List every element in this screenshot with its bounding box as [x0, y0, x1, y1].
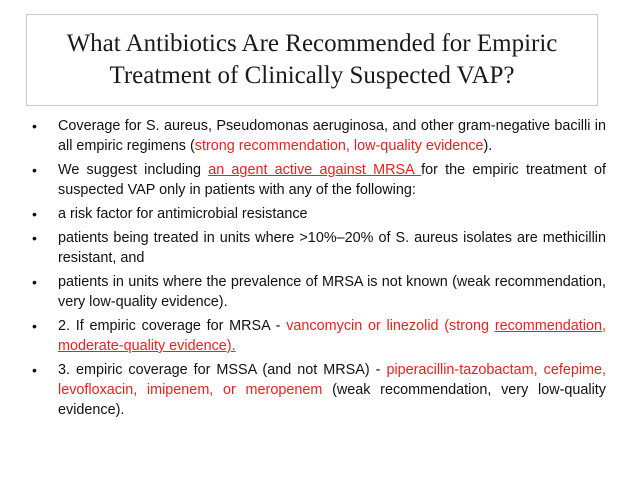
slide-title-line-2: Treatment of Clinically Suspected VAP? [109, 62, 515, 89]
bullet-list [32, 116, 606, 424]
bullet-mssa-coverage [32, 360, 606, 420]
recommendation-link[interactable]: recommendation, moderate-quality evidence). [58, 318, 606, 354]
bullet-dot-icon: • [32, 362, 37, 378]
bullet-text-end: for the empiric treatment of suspected VAP only in patients with any of the following: [58, 162, 606, 198]
bullet-mrsa-coverage [32, 316, 606, 356]
bullet-text-end: ). [483, 138, 493, 154]
slide-title [61, 28, 564, 92]
bullet-text: patients being treated in units where >10%–20% of S. aureus isolates are methicillin resistant, and [58, 230, 606, 266]
bullet-highlight: piperacillin-tazobactam, cefepime, levofloxacin, imipenem, or meropenem [58, 362, 607, 398]
bullet-highlight: strong recommendation, low-quality evidence [194, 138, 484, 154]
bullet-text: We suggest including [58, 162, 209, 178]
bullet-text: Coverage for S. aureus, Pseudomonas aeruginosa, and other gram-negative bacilli in all empiric regimens ( [58, 118, 606, 154]
bullet-text: a risk factor for antimicrobial resistance [58, 206, 308, 222]
slide-title-line-1: What Antibiotics Are Recommended for Empiric [66, 30, 558, 57]
bullet-text: 2. If empiric coverage for MRSA - [58, 318, 287, 334]
bullet-dot-icon: • [32, 274, 37, 290]
bullet-mrsa-suggestion [32, 160, 606, 200]
bullet-dot-icon: • [32, 118, 37, 134]
bullet-units-resistance [32, 228, 606, 268]
bullet-coverage [32, 116, 606, 156]
mrsa-agent-link[interactable]: an agent active against MRSA [208, 162, 422, 178]
bullet-text-end: (weak recommendation, very low-quality evidence). [58, 382, 606, 418]
bullet-highlight: vancomycin or linezolid (strong [286, 318, 495, 334]
bullet-unknown-prevalence [32, 272, 606, 312]
slide-title-box [26, 14, 598, 106]
bullet-dot-icon: • [32, 318, 37, 334]
bullet-text: patients in units where the prevalence of MRSA is not known (weak recommendation, very low-quality evidence). [58, 274, 606, 310]
bullet-dot-icon: • [32, 230, 37, 246]
bullet-text: 3. empiric coverage for MSSA (and not MRSA) - [58, 362, 387, 378]
bullet-dot-icon: • [32, 162, 37, 178]
bullet-risk-factor [32, 204, 606, 224]
bullet-dot-icon: • [32, 206, 37, 222]
